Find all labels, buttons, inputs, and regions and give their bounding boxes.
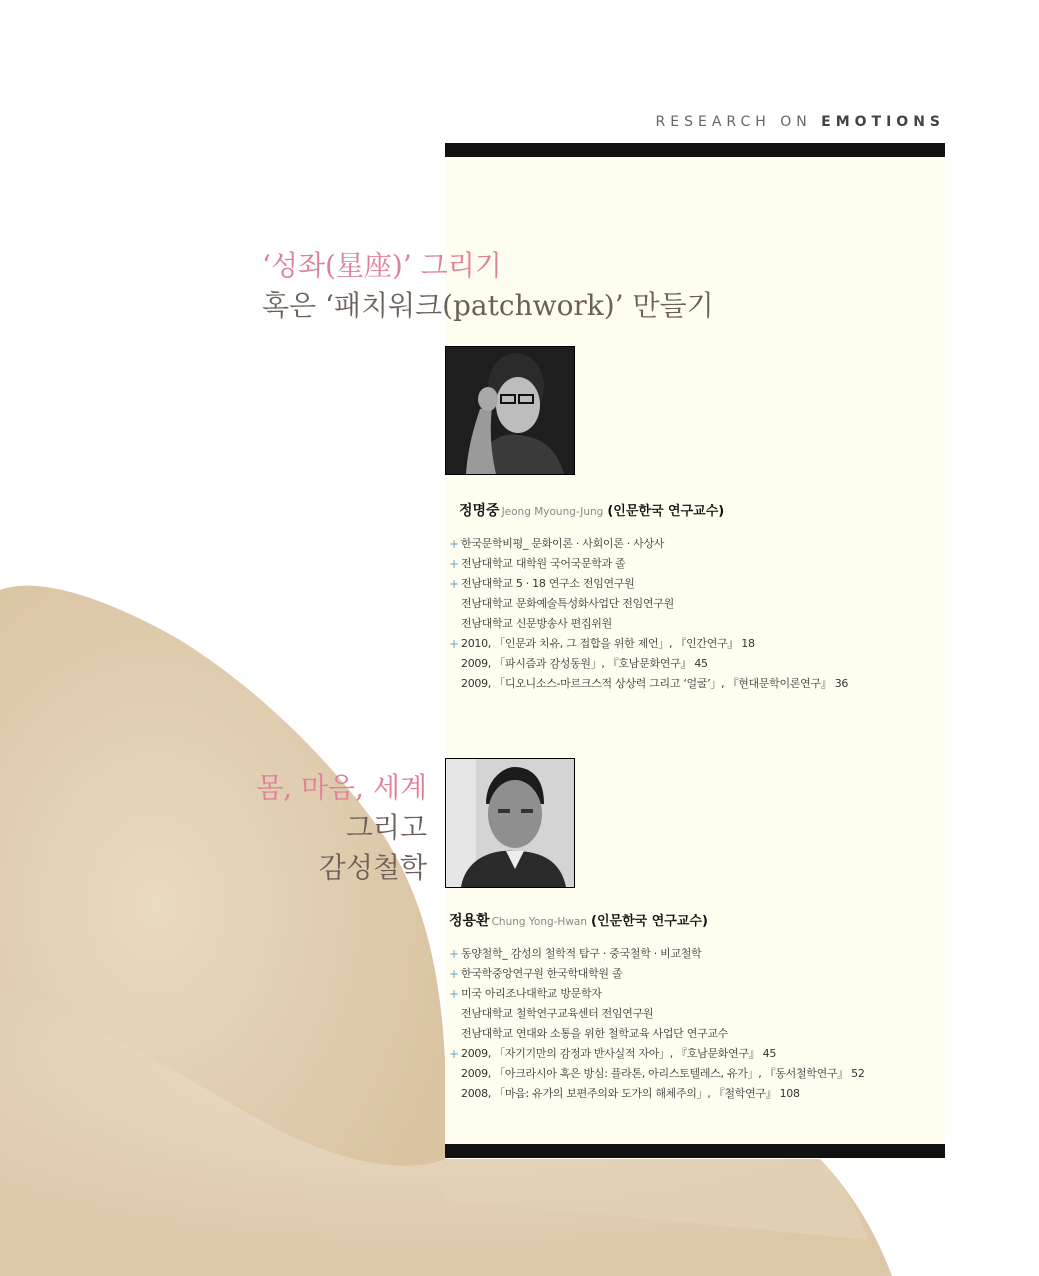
article2-title [256,768,427,888]
list-item: 전남대학교 철학연구교육센터 전임연구원 [461,1007,654,1020]
list-item: 2008, 「마음: 유가의 보편주의와 도가의 해체주의」, 『철학연구』 108 [461,1087,800,1100]
list-item: 2009, 「아크라시아 혹은 방심: 플라톤, 아리스토텔레스, 유가」, 『동서철학연구』 52 [461,1067,865,1080]
list-item: 전남대학교 문화예술특성화사업단 전임연구원 [461,597,674,610]
person1-bio-list [449,534,939,694]
person2-name-english: Chung Yong-Hwan [491,916,588,928]
person2-name-line [449,910,939,930]
list-item: + 한국문학비평_ 문화이론 · 사회이론 · 사상사 [449,537,665,551]
bottom-rule [445,1144,945,1158]
list-item: 2009, 「파시즘과 감성동원」, 『호남문화연구』 45 [461,657,708,670]
article2-title-line2: 그리고 [345,811,427,844]
article2-title-line3: 감성철학 [318,851,427,884]
running-head-light: RESEARCH ON [655,114,822,130]
list-item: 2009, 「디오니소스-마르크스적 상상력 그리고 ‘얼굴’」, 『현대문학이론연구』 36 [461,677,849,690]
person2-photo [445,758,575,888]
list-item: + 2009, 「자기기만의 감정과 반사실적 자아」, 『호남문화연구』 45 [449,1047,777,1061]
list-item: + 2010, 「인문과 치유, 그 접합을 위한 제언」, 『인간연구』 18 [449,637,755,651]
person2-name-korean: 정용환 [449,913,490,929]
article2-title-line1: 몸, 마음, 세계 [256,771,427,804]
list-item: 전남대학교 신문방송사 편집위원 [461,617,612,630]
list-item: + 전남대학교 5 · 18 연구소 전임연구원 [449,577,635,591]
top-rule [445,143,945,157]
list-item: + 한국학중앙연구원 한국학대학원 졸 [449,967,623,981]
list-item: + 미국 아리조나대학교 방문학자 [449,987,602,1001]
person2-profile [449,910,939,1104]
article1-title [262,246,714,326]
person1-name-korean: 정명중 [459,503,500,519]
list-item: + 동양철학_ 감성의 철학적 탐구 · 중국철학 · 비교철학 [449,947,702,961]
list-item: 전남대학교 연대와 소통을 위한 철학교육 사업단 연구교수 [461,1027,729,1040]
person1-role: (인문한국 연구교수) [607,504,725,519]
person1-name-english: Jeong Myoung-Jung [501,506,604,518]
person2-bio-list [449,944,939,1104]
running-head-bold: EMOTIONS [821,114,945,130]
person1-profile [449,500,939,694]
person1-name-line [459,500,939,520]
article1-title-line1: ‘성좌(星座)’ 그리기 [262,249,502,282]
person1-photo [445,346,575,475]
running-head [656,114,945,130]
article1-title-line2: 혹은 ‘패치워크(patchwork)’ 만들기 [262,289,714,322]
person2-role: (인문한국 연구교수) [591,914,708,929]
list-item: + 전남대학교 대학원 국어국문학과 졸 [449,557,626,571]
